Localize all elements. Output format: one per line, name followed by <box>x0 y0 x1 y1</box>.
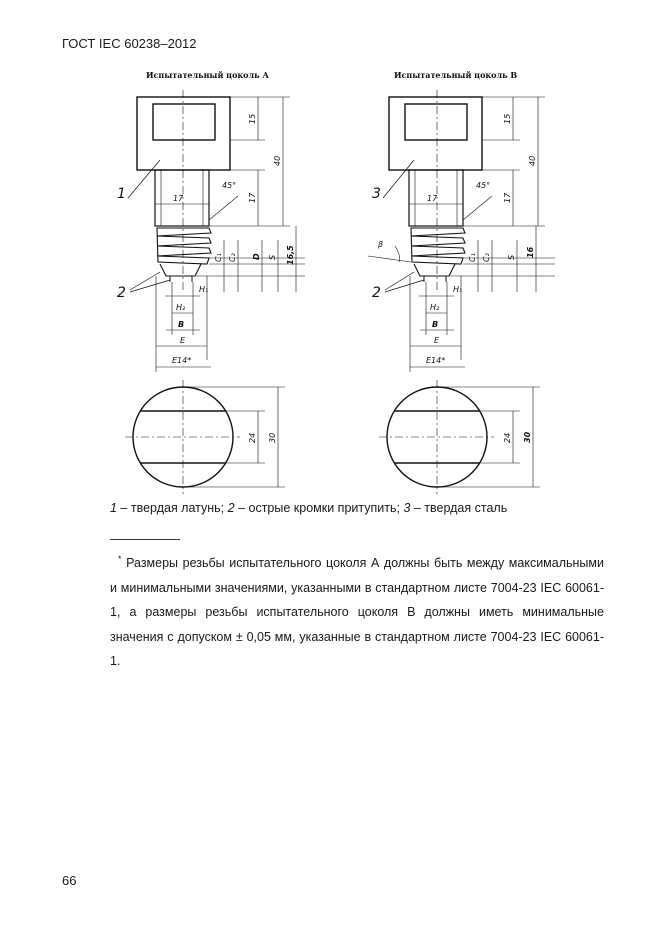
dim-h2-b: H₂ <box>430 303 440 312</box>
dim-h1-a: H₁ <box>199 285 209 294</box>
dim-30-a: 30 <box>268 432 277 443</box>
dim-beta-b: β <box>378 240 384 249</box>
page-number: 66 <box>62 873 77 888</box>
test-base-b-drawing <box>368 70 555 494</box>
dim-c2-a: C₂ <box>228 253 237 262</box>
label-2-a: 2 <box>117 285 126 301</box>
label-2-b: 2 <box>372 285 381 301</box>
footnote <box>110 547 604 674</box>
dim-h1-b: H₁ <box>453 285 463 294</box>
dim-e14-a: E14* <box>172 356 192 365</box>
document-header: ГОСТ IEC 60238–2012 <box>62 36 197 51</box>
dim-h2-a: H₂ <box>176 303 186 312</box>
dim-c1-a: C₁ <box>214 253 223 262</box>
dim-c2-b: C₂ <box>482 253 491 262</box>
dim-e-b: E <box>434 336 440 345</box>
dim-165-a: 16,5 <box>286 245 295 265</box>
test-base-a-drawing <box>117 70 305 494</box>
dim-16-b: 16 <box>526 246 535 258</box>
dim-15-b: 15 <box>503 113 512 124</box>
dim-24-b: 24 <box>503 432 512 443</box>
dim-e14-b: E14* <box>426 356 446 365</box>
base-b-title: Испытательный цоколь В <box>394 70 518 80</box>
caption-num-1: 1 <box>110 501 117 515</box>
dim-b-b: B <box>432 320 439 329</box>
dim-17w-a: 17 <box>173 194 184 203</box>
dim-e-a: E <box>180 336 186 345</box>
caption-num-3: 3 <box>403 501 411 515</box>
dim-15-a: 15 <box>248 113 257 124</box>
dim-40-a: 40 <box>273 155 282 166</box>
dim-45-b: 45° <box>476 181 491 190</box>
dim-40-b: 40 <box>528 155 537 166</box>
dim-24-a: 24 <box>248 432 257 443</box>
dim-17w-b: 17 <box>427 194 438 203</box>
caption-text-3: – твердая сталь <box>410 501 508 515</box>
footnote-divider <box>110 539 180 540</box>
footnote-mark: * <box>118 554 122 564</box>
dim-17-b: 17 <box>503 192 512 203</box>
figure-caption <box>110 501 507 515</box>
dim-45-a: 45° <box>222 181 237 190</box>
caption-text-1: – твердая латунь; <box>116 501 228 515</box>
dim-d-a: D <box>252 253 261 260</box>
label-3: 3 <box>372 186 381 202</box>
footnote-text: Размеры резьбы испытательного цоколя А должны быть между максимальными и минимальными значениями, указанными в стандартном листе 7004-23 IEC 60061-1, а размеры резьбы испытательного цоколя В должны иметь минимальные значения с допуском ± 0,05 мм, указанные в стандартном листе 7004-23 IEC 60061-1. <box>110 556 604 669</box>
dim-s-b: S <box>507 254 516 260</box>
label-1: 1 <box>117 186 126 202</box>
dim-c1-b: C₁ <box>468 253 477 262</box>
caption-text-2: – острые кромки притупить; <box>234 501 404 515</box>
dim-b-a: B <box>178 320 185 329</box>
caption-num-2: 2 <box>227 501 235 515</box>
dim-30-b: 30 <box>523 431 532 443</box>
dim-17-a: 17 <box>248 192 257 203</box>
base-a-title: Испытательный цоколь А <box>146 70 269 80</box>
dim-s-a: S <box>268 254 277 260</box>
